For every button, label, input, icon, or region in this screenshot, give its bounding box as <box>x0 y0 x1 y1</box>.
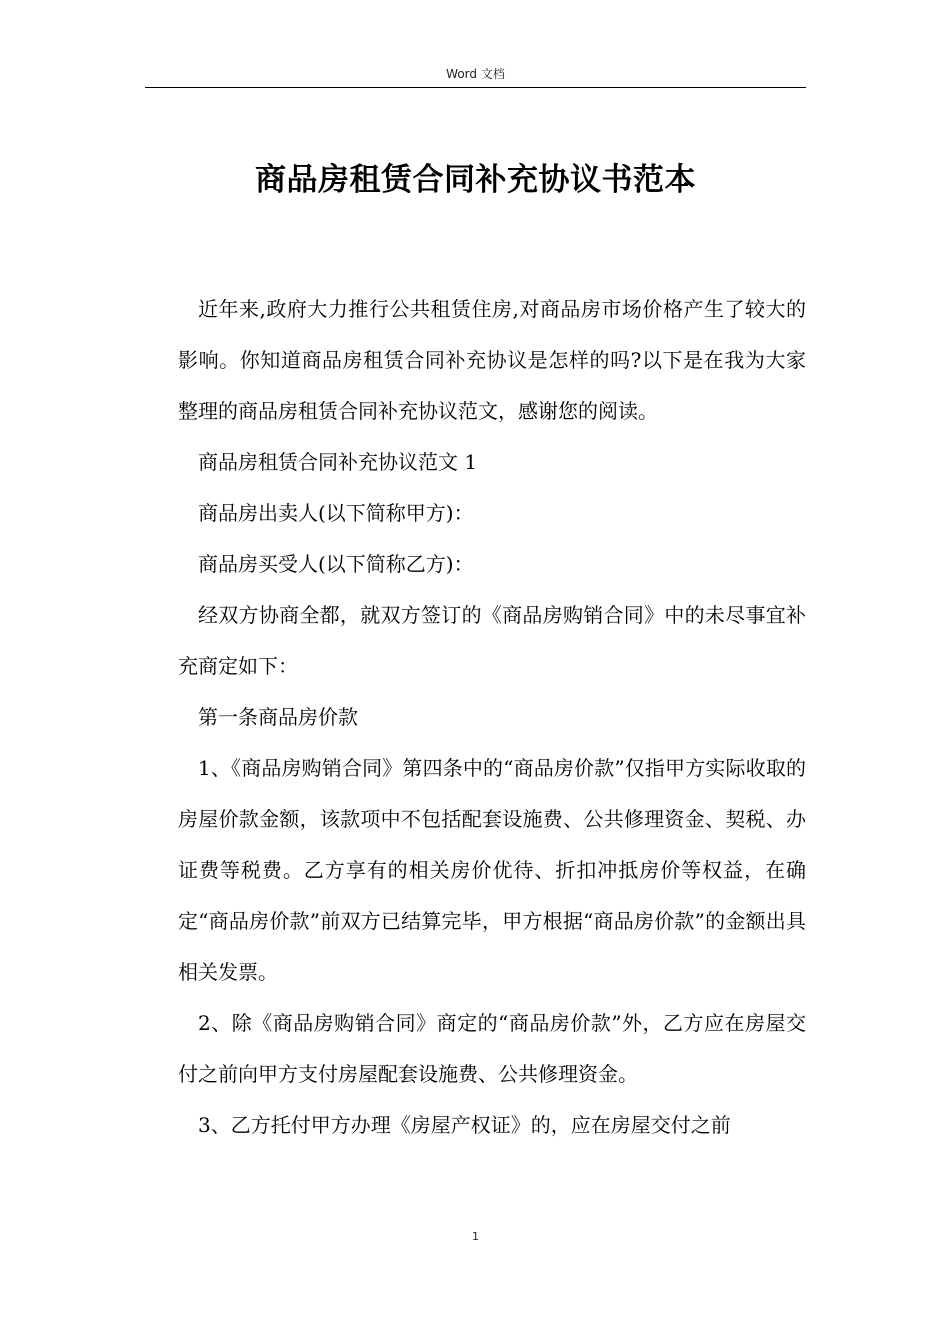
paragraph-article-1: 第一条商品房价款 <box>198 705 358 729</box>
header-divider <box>145 87 806 88</box>
document-title: 商品房租赁合同补充协议书范本 <box>255 162 696 198</box>
paragraph-agreement: 经双方协商全都，就双方签订的《商品房购销合同》中的未尽事宜补充商定如下： <box>178 603 806 678</box>
paragraph-seller: 商品房出卖人(以下简称甲方)： <box>198 501 474 525</box>
page-header: Word 文档 <box>446 67 505 81</box>
paragraph-clause-1: 1、《商品房购销合同》第四条中的“商品房价款”仅指甲方实际收取的房屋价款金额，该款项中不包括配套设施费、公共修理资金、契税、办证费等税费。乙方享有的相关房价优待、折扣冲抵房价等权益，在确定“商品房价款”前双方已结算完毕，甲方根据“商品房价款”的金额出具相关发票。 <box>178 756 806 984</box>
paragraph-buyer: 商品房买受人(以下简称乙方)： <box>198 552 474 576</box>
document-body <box>178 284 806 1151</box>
paragraph-sample-heading: 商品房租赁合同补充协议范文 1 <box>198 450 478 474</box>
paragraph-clause-3: 3、乙方托付甲方办理《房屋产权证》的，应在房屋交付之前 <box>198 1113 731 1137</box>
page-number: 1 <box>472 1230 479 1243</box>
paragraph-clause-2: 2、除《商品房购销合同》商定的“商品房价款”外，乙方应在房屋交付之前向甲方支付房屋配套设施费、公共修理资金。 <box>178 1011 806 1086</box>
paragraph-intro: 近年来,政府大力推行公共租赁住房,对商品房市场价格产生了较大的影响。你知道商品房租赁合同补充协议是怎样的吗?以下是在我为大家整理的商品房租赁合同补充协议范文，感谢您的阅读。 <box>178 297 806 423</box>
